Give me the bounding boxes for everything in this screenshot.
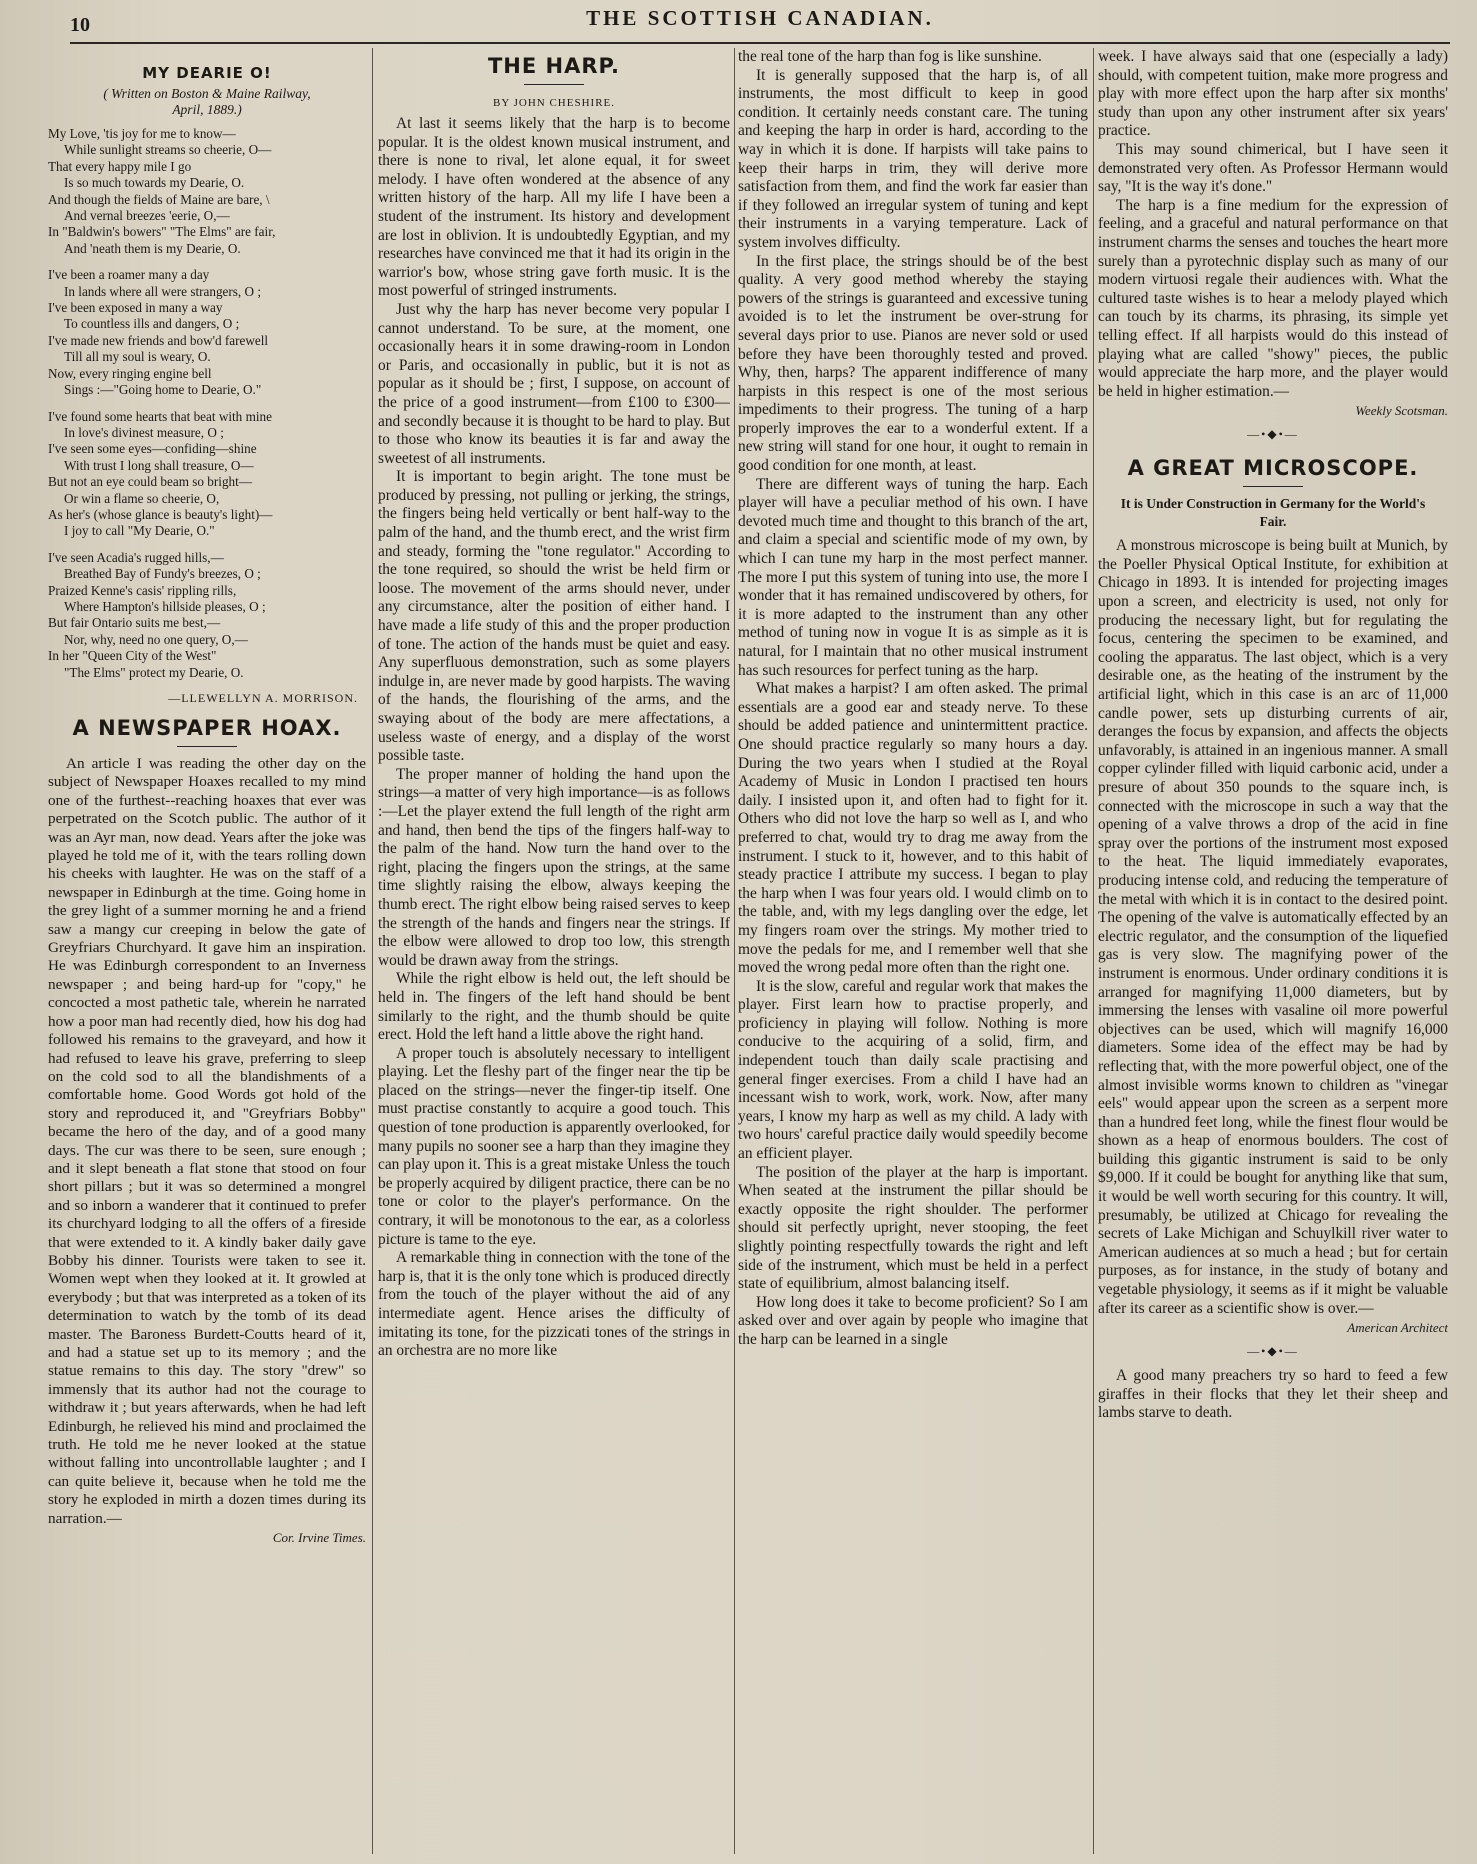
poem-line: And 'neath them is my Dearie, O. bbox=[64, 240, 241, 256]
column-divider bbox=[372, 48, 373, 1854]
poem-line: Till all my soul is weary, O. bbox=[64, 349, 211, 365]
harp-title: THE HARP. bbox=[487, 54, 621, 78]
poem-line: In her "Queen City of the West" bbox=[48, 648, 217, 664]
poem-title: MY DEARIE O! bbox=[142, 64, 272, 82]
poem-line: Sings :—"Going home to Dearie, O." bbox=[64, 382, 262, 398]
column-1 bbox=[48, 48, 366, 1864]
poem-stanza bbox=[48, 126, 366, 257]
filler-paragraph bbox=[1098, 1367, 1448, 1423]
hoax-body bbox=[48, 755, 366, 1528]
hoax-title: A NEWSPAPER HOAX. bbox=[72, 716, 342, 740]
column-divider bbox=[734, 48, 735, 1854]
poem-body bbox=[48, 126, 366, 681]
poem-line: I've been exposed in many a way bbox=[48, 300, 223, 316]
poem-subtitle-line-2: April, 1889.) bbox=[172, 102, 242, 117]
section-ornament: —•◆•— bbox=[1247, 1344, 1299, 1359]
poem-line: Now, every ringing engine bell bbox=[48, 365, 212, 381]
poem-line: I joy to call "My Dearie, O." bbox=[64, 523, 215, 539]
paragraph: What makes a harpist? I am often asked. The primal essentials are a good ear and steady nerve. To these should be added patience and unintermittent practice. One should practice regularly so many hours a day. During the two years when I studied at the Royal Academy of Music in London I practised ten hours daily. I insisted upon it, and often had to fight for it. Others who did not love the harp so well as I, and who preferred to chat, would try to drag me away from the instrument. I stuck to it, however, and to this habit of steady practice I attribute my success. I began to play the harp when I was four years old. I would climb on to the table, and, with my legs dangling over the edge, let my fingers roam over the strings. My mother tried to move the pedals for me, and I remember well that she moved the wrong pedal more often than the right one. bbox=[738, 680, 1088, 977]
title-rule bbox=[524, 84, 584, 85]
paragraph: There are different ways of tuning the harp. Each player will have a peculiar method of his own. I have devoted much time and thought to this branch of the art, and claim a special and scientific mode of my own, by which I can tune my harp in the most perfect manner. The more I put this system of tuning into use, the more I wonder that it has remained undiscovered by others, for it is more adapted to the instrument than any other method of tuning now in vogue It is as simple as it is natural, for I maintain that no other musical instrument has such resources for perfect tuning as the harp. bbox=[738, 475, 1088, 679]
poem-line: As her's (whose glance is beauty's light)— bbox=[48, 506, 273, 522]
microscope-body bbox=[1098, 537, 1448, 1318]
paragraph: It is the slow, careful and regular work that makes the player. First learn how to practise properly, and proficiency in playing will follow. Nothing is more conducive to the acquiring of a solid, firm, and independent touch than daily scale practising and general finger exercises. From a child I have had an incessant wish to work, work, work. Now, after many years, I know my harp as well as my child. A lady with two hours' careful practice daily would speedily become an efficient player. bbox=[738, 977, 1088, 1163]
poem-line: And though the fields of Maine are bare, \ bbox=[48, 191, 270, 207]
harp-body-part-1 bbox=[378, 115, 730, 1361]
poem-line: In love's divinest measure, O ; bbox=[64, 424, 224, 440]
poem-signature: —LLEWELLYN A. MORRISON. bbox=[168, 691, 358, 705]
poem-line: I've been a roamer many a day bbox=[48, 267, 210, 283]
column-divider bbox=[1093, 48, 1094, 1854]
poem-line: I've made new friends and bow'd farewell bbox=[48, 332, 269, 348]
microscope-credit: American Architect bbox=[1347, 1320, 1448, 1336]
poem-line: "The Elms" protect my Dearie, O. bbox=[64, 664, 244, 680]
poem-line: Praized Kenne's casis' rippling rills, bbox=[48, 582, 237, 598]
paragraph: An article I was reading the other day on the subject of Newspaper Hoaxes recalled to my mind one of the furthest--reaching hoaxes that ever was perpetrated on the Scotch public. The author of it was an Ayr man, now dead. Years after the joke was played he told me of it, with the tears rolling down his cheeks with laughter. He was on the staff of a newspaper in Edinburgh at the time. Going home in the grey light of a summer morning he and a friend saw a mangy cur creeping in below the gate of Greyfriars Churchyard. It gave him an inspiration. He was Edinburgh correspondent to an Inverness newspaper ; and being hard-up for "copy," he concocted a most pathetic tale, wherein he narrated how a poor man had recently died, how his dog had followed his remains to the graveyard, and how it had refused to leave his grave, preferring to sleep on the cold sod to all the blandishments of a comfortable home. Good Words got hold of the story and reproduced it, and "Greyfriars Bobby" became the hero of the day, and of a good many days. The cur was there to be seen, sure enough ; and it slept beneath a flat stone that stood on four short pillars ; but it was so determined a mongrel and so inborn a wanderer that it continued to prefer its churchyard lodging to all the offers of a fireside that were extended to it. A kindly baker daily gave Bobby his dinner. Tourists were taken to see it. Women wept when they looked at it. It growled at everybody ; but that was interpreted as a token of its determination to watch by the tomb of its dead master. The Baroness Burdett-Coutts heard of it, and had a statue set up to its memory ; and the statue remains to this day. The story "drew" so immensly that its author had not the courage to withdraw it ; but years afterwards, when he had left Edinburgh, he relieved his mind and proclaimed the truth. He told me he never looked at the statue without falling into uncontrollable laughter ; and I can quite believe it, because when he told me the story he exploded in mirth a dozen times during its narration.— bbox=[48, 755, 366, 1527]
paragraph: It is generally supposed that the harp is, of all instruments, the most difficult to keep in good condition. It certainly needs constant care. The tuning and keeping the harp in order is hard, according to the way in which it is done. If harpists will take pains to keep their harps in trim, they will derive more satisfaction from them, and find the work far easier than if they followed an irregular system of tuning and kept their instruments in a varying temperature. Lack of system involves difficulty. bbox=[738, 66, 1088, 251]
title-rule bbox=[177, 746, 237, 747]
paragraph: A monstrous microscope is being built at Munich, by the Poeller Physical Optical Institute, for exhibition at Chicago in 1893. It is intended for projecting images upon a screen, and electricity is used, not only for producing the necessary light, but for regulating the focus, centering the specimen to be examined, and cooling the apparatus. The last object, which is a very desirable one, as the heating of the instrument by the artificial light, which in this case is an arc of 11,000 candle power, sets up disturbing currents of air, deranges the focus by expansion, and affects the objects unfavorably, is attained in an ingenious manner. A small copper cylinder filled with liquid carbonic acid, under a presure of about 350 pounds to the square inch, is connected with the microscope in such a way that the opening of a valve throws a drop of the acid in fine spray over the portions of the instrument most exposed to the heat. The liquid immediately evaporates, producing intense cold, and reducing the temperature of the metal with which it is in contact to the desired point. The opening of the valve is automatically effected by an electric regulator, and the consumption of the liquefied gas is very slow. The magnifying power of the instrument is enormous. Under ordinary conditions it is arranged for magnifying 11,000 diameters, but by immersing the lenses with vasaline oil more powerful objectives can be used, which will magnify 16,000 diameters. Some idea of the effect may be had by reflecting that, with the more powerful object, one of the almost invisible worms known to children as "vinegar eels" would appear upon the screen as a serpent more than a hundred feet long, while the finest flour would be shown as a heap of enormous boulders. The cost of building this gigantic instrument is said to be only $9,000. If it could be bought for anything like that sum, it would be well worth securing for this country. It will, presumably, be utilized at Chicago for revealing the secrets of Lake Michigan and Schuylkill river water to American audiences at so much a head ; but for certain purposes, as for instance, in the study of botany and vegetable physiology, it seems as if it might be valuable after its career as a scientific show is over.— bbox=[1098, 537, 1448, 1317]
poem-line: To countless ills and dangers, O ; bbox=[64, 316, 240, 332]
poem-line: Breathed Bay of Fundy's breezes, O ; bbox=[64, 566, 261, 582]
paragraph: How long does it take to become proficient? So I am asked over and over again by people who imagine that the harp can be learned in a single bbox=[738, 1293, 1088, 1348]
poem-subtitle bbox=[48, 86, 366, 118]
title-rule bbox=[1243, 486, 1303, 487]
paragraph: At last it seems likely that the harp is to become popular. It is the oldest known musical instrument, and there is none to rival, let alone equal, it for sweet melody. I have often wondered at the absence of any written history of the harp. All my life I have been a student of the instrument. Its history and development are lost in oblivion. It is undoubtedly Egyptian, and my researches have convinced me that it had its origin in the warrior's bow, whose string gave forth music. It is the most powerful of stringed instruments. bbox=[378, 115, 730, 300]
paragraph: It is important to begin aright. The tone must be produced by pressing, not pulling or jerking, the strings, the fingers being held vertically or bent half-way to the palm of the hand, and the thumb erect, and the wrist firm and steady, forming the "tone regulator." According to the tone required, so should the wrist be held firm or loose. The movement of the arms should never, under any circumstance, alter the position of either hand. I have made a life study of this and the proper production of tone. The action of the hands must be quiet and easy. Any superfluous demonstration, such as some players indulge in, are never made by good harpists. The waving of the hands, the flourishing of the arms, and the swaying about of the body are mere affectations, a useless waste of energy, and a display of the worst possible taste. bbox=[378, 468, 730, 765]
column-4 bbox=[1098, 48, 1448, 1864]
paragraph: A proper touch is absolutely necessary to intelligent playing. Let the fleshy part of the finger near the tip be placed on the strings—never the finger-tip itself. One must practise constantly to acquire a good touch. This question of tone production is apparently overlooked, for many pupils no sooner see a harp than they imagine they can play upon it. This is a great mistake Unless the touch be properly acquired by diligent practice, there can be no tone or color to the player's performance. On the contrary, it will be monotonous to the ear, as a colorless picture is tame to the eye. bbox=[378, 1044, 730, 1248]
hoax-credit: Cor. Irvine Times. bbox=[272, 1530, 366, 1546]
poem-line: I've seen some eyes—confiding—shine bbox=[48, 441, 257, 457]
poem-line: In "Baldwin's bowers" "The Elms" are fair, bbox=[48, 224, 276, 240]
poem-line: In lands where all were strangers, O ; bbox=[64, 283, 262, 299]
paragraph: the real tone of the harp than fog is like sunshine. bbox=[738, 48, 1042, 65]
poem-line: That every happy mile I go bbox=[48, 158, 192, 174]
poem-line: But fair Ontario suits me best,— bbox=[48, 615, 221, 631]
microscope-deck: It is Under Construction in Germany for the World's Fair. bbox=[1120, 496, 1426, 530]
harp-byline: BY JOHN CHESHIRE. bbox=[492, 97, 615, 109]
page-number: 10 bbox=[70, 14, 90, 36]
paragraph: A remarkable thing in connection with the tone of the harp is, that it is the only tone which is produced directly from the touch of the player without the aid of any intermediate agent. Hence arises the difficulty of imitating its tone, for the pizzicati tones of the strings in an orchestra are no more like bbox=[378, 1249, 730, 1360]
poem-stanza bbox=[48, 267, 366, 398]
masthead-rule bbox=[70, 42, 1450, 44]
poem-line: I've found some hearts that beat with mine bbox=[48, 408, 272, 424]
harp-credit: Weekly Scotsman. bbox=[1355, 403, 1448, 419]
microscope-title: A GREAT MICROSCOPE. bbox=[1127, 456, 1419, 481]
paragraph: The proper manner of holding the hand upon the strings—a matter of very high importance—is as follows :—Let the player extend the full length of the right arm and hand, then bend the tips of the fingers half-way to the palm of the hand. Now turn the hand over to the right, placing the fingers upon the strings, at the same time slightly raising the elbow, always keeping the thumb erect. The right elbow being raised serves to keep the strength of the hands and fingers near the strings. If the elbow were allowed to drop too low, this strength would be drawn away from the strings. bbox=[378, 765, 730, 969]
poem-subtitle-line-1: ( Written on Boston & Maine Railway, bbox=[103, 86, 311, 101]
poem-line: With trust I long shall treasure, O— bbox=[64, 457, 254, 473]
masthead bbox=[70, 6, 1450, 40]
poem-line: Is so much towards my Dearie, O. bbox=[64, 175, 245, 191]
paragraph: In the first place, the strings should be of the best quality. A very good method whereby the staying powers of the strings is guaranteed and excessive tuning avoided is to let the instrument be over-strung for several days prior to use. Pianos are never sold or used before they have been thoroughly tested and proved. Why, then, harps? The apparent indifference of many harpists in this respect is one of the most serious impediments to their progress. The tuning of a harp properly improves the ear to a wonderful extent. If a new string will stand for one hour, it ought to remain in good condition for one month, at least. bbox=[738, 252, 1088, 475]
poem-line: While sunlight streams so cheerie, O— bbox=[64, 142, 272, 158]
poem-line: But not an eye could beam so bright— bbox=[48, 474, 253, 490]
paragraph: This may sound chimerical, but I have seen it demonstrated very often. As Professor Hermann would say, "It is the way it's done." bbox=[1098, 140, 1448, 196]
paragraph: Just why the harp has never become very popular I cannot understand. To be sure, at the moment, one occasionally hears it in some drawing-room in London or Paris, and occasionally in public, but it is not as popular as it should be ; first, I suppose, on account of the price of a good instrument—from £100 to £300—and secondly because it is thought to be hard to play. But to those who know its beauties it is far and away the sweetest of all instruments. bbox=[378, 300, 730, 467]
poem-line: Nor, why, need no one query, O,— bbox=[64, 631, 248, 647]
column-3 bbox=[738, 48, 1088, 1864]
paragraph: week. I have always said that one (especially a lady) should, with competent tuition, make more progress and play with more effect upon the harp after six months' study than upon any other instrument after six years' practice. bbox=[1098, 48, 1448, 140]
paragraph: The position of the player at the harp is important. When seated at the instrument the pillar should be exactly opposite the right shoulder. The performer should sit perfectly upright, never stooping, the feet slightly pointing respectfully towards the right and left side of the instrument, which must be held in a perfect state of equilibrium, almost balancing itself. bbox=[738, 1163, 1088, 1293]
paragraph: While the right elbow is held out, the left should be held in. The fingers of the left hand should be bent similarly to the right, and the thumb should be quite erect. Hold the left hand a little above the right hand. bbox=[378, 970, 730, 1044]
poem-line: My Love, 'tis joy for me to know— bbox=[48, 126, 236, 141]
poem-stanza bbox=[48, 409, 366, 540]
poem-line: And vernal breezes 'eerie, O,— bbox=[64, 208, 230, 224]
harp-body-part-2 bbox=[738, 48, 1088, 1350]
paragraph: The harp is a fine medium for the expression of feeling, and a graceful and natural performance on that instrument charms the senses and touches the heart more surely than a pyrotechnic display such as many of our modern virtuosi regale their audiences with. What the cultured taste wishes is to hear a melody played which can touch by its charms, its phrasing, its simple yet telling effect. If all harpists would do this instead of playing what are called "showy" pieces, the public would appreciate the harp more, and the player would be held in higher estimation.— bbox=[1098, 196, 1448, 400]
harp-body-part-3 bbox=[1098, 48, 1448, 401]
poem-line: Or win a flame so cheerie, O, bbox=[64, 490, 220, 506]
column-2 bbox=[378, 48, 730, 1864]
poem-line: Where Hampton's hillside pleases, O ; bbox=[64, 598, 266, 614]
section-ornament: —•◆•— bbox=[1247, 427, 1299, 442]
paragraph: A good many preachers try so hard to feed a few giraffes in their flocks that they let their sheep and lambs starve to death. bbox=[1098, 1367, 1448, 1422]
poem-line: I've seen Acadia's rugged hills,— bbox=[48, 549, 224, 565]
newspaper-title: THE SCOTTISH CANADIAN. bbox=[586, 6, 934, 30]
poem-stanza bbox=[48, 550, 366, 681]
